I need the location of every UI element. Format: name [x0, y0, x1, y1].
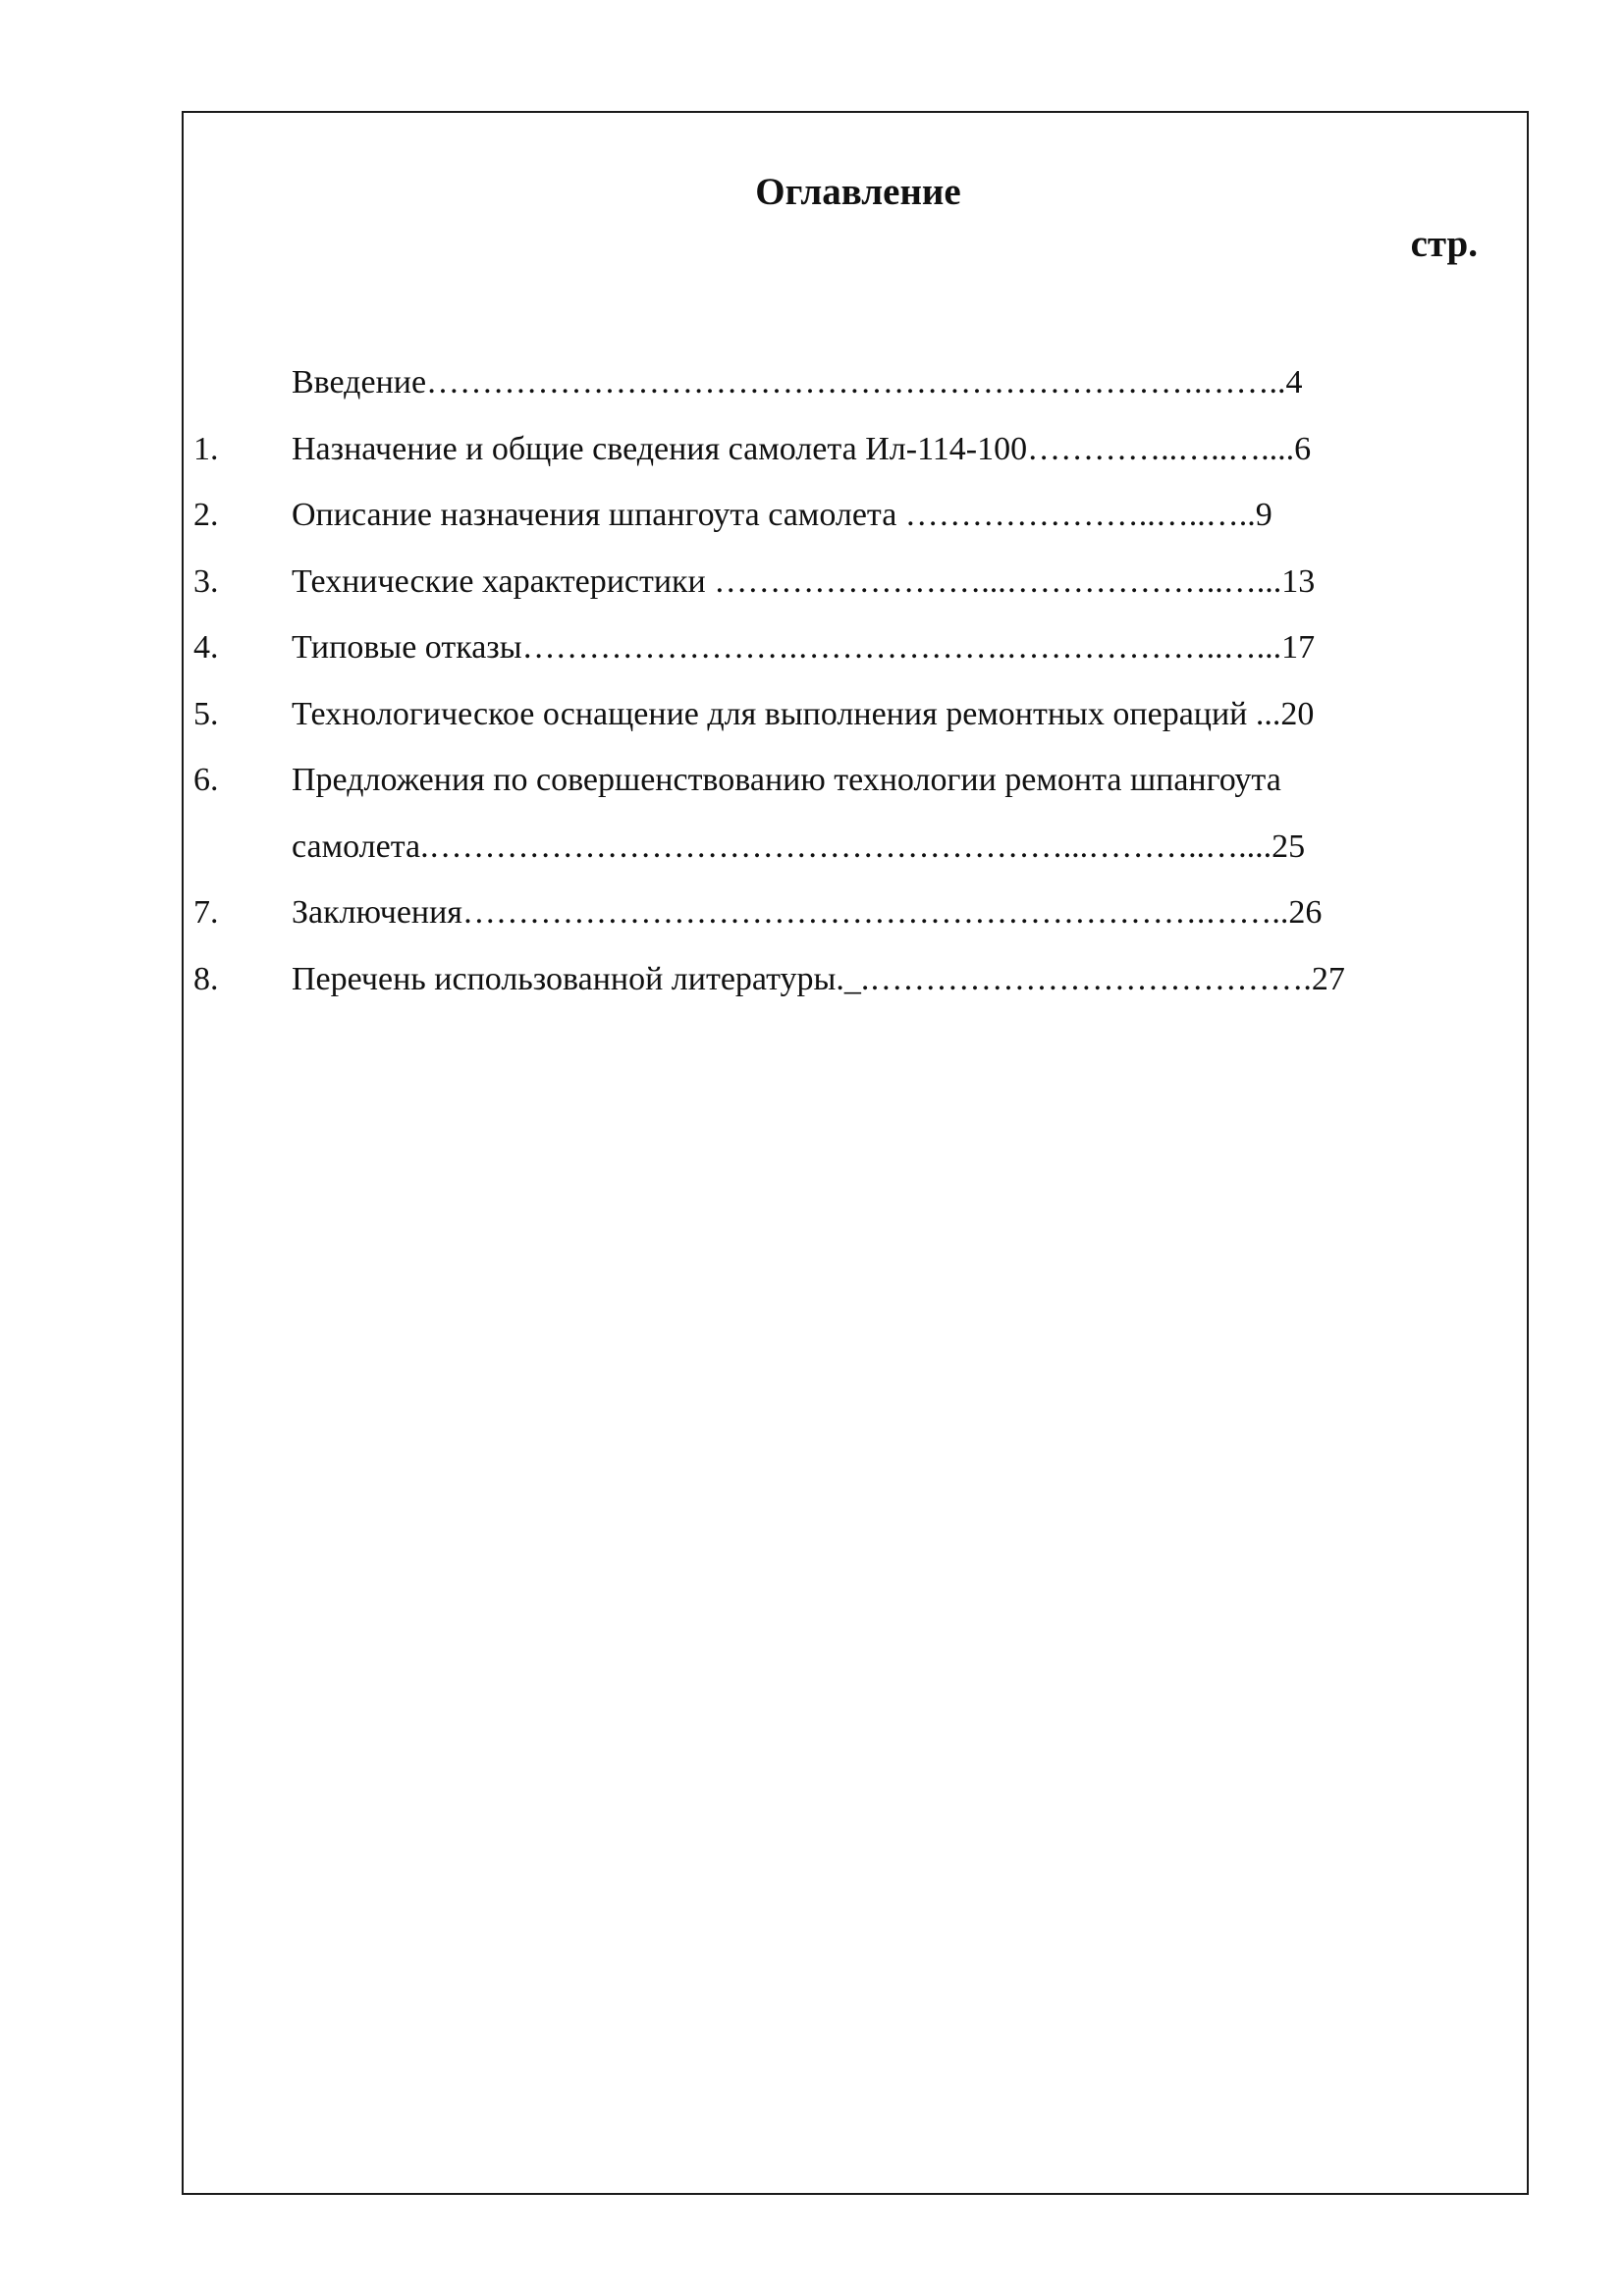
toc-entry-1[interactable] — [0, 427, 1624, 494]
page-column-label: стр. — [1410, 223, 1478, 265]
toc-entry-number: 3. — [193, 562, 219, 600]
toc-entry-number: 6. — [193, 762, 219, 798]
toc-entry-number: 5. — [193, 695, 219, 732]
toc-entry-3[interactable] — [0, 560, 1624, 626]
toc-entry-text: Назначение и общие сведения самолета Ил-114-100…………..…..…....6 — [292, 430, 1312, 467]
toc-entry-text: Предложения по совершенствованию технологии ремонта шпангоута — [292, 762, 1281, 798]
toc-entry-6[interactable] — [0, 758, 1624, 825]
toc-entry-text: Заключения………………………………………………………….……..26 — [292, 894, 1323, 931]
toc-entry-5[interactable] — [0, 692, 1624, 759]
toc-entry-text: Перечень использованной литературы._.………………………………….27 — [292, 960, 1345, 997]
toc-entry-text: Типовые отказы…………………….……………….………………..…...17 — [292, 629, 1316, 666]
toc-entry-number: 7. — [193, 894, 219, 931]
toc-entry-number: 1. — [193, 430, 219, 467]
toc-entry-text: Технические характеристики ……………………...………………..…...13 — [292, 562, 1316, 600]
toc-entry-4[interactable] — [0, 625, 1624, 692]
toc-entry-7[interactable] — [0, 890, 1624, 957]
toc-entry-text: самолета.…………………………………………………...………..…....25 — [292, 828, 1306, 865]
toc-entry-text: Введение…………………………………………………………….……..4 — [292, 364, 1303, 400]
toc-entry-text: Описание назначения шпангоута самолета …………………..…..…..9 — [292, 497, 1272, 533]
toc-entry-2[interactable] — [0, 493, 1624, 560]
toc-title: Оглавление — [755, 171, 961, 213]
toc-entry-6-continuation[interactable] — [0, 825, 1624, 891]
toc-entry-number: 8. — [193, 960, 219, 997]
table-of-contents — [0, 360, 1624, 1023]
toc-entry-introduction[interactable] — [0, 360, 1624, 427]
toc-entry-8[interactable] — [0, 957, 1624, 1024]
toc-entry-number: 4. — [193, 629, 219, 666]
toc-entry-number: 2. — [193, 497, 219, 533]
toc-entry-text: Технологическое оснащение для выполнения ремонтных операций ...20 — [292, 695, 1315, 732]
